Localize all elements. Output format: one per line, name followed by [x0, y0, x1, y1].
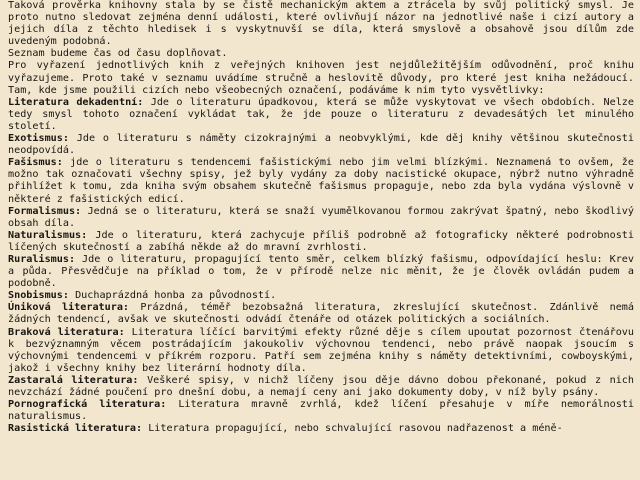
definition-dekadentni [8, 97, 634, 133]
definition-term: Ruralismus: [8, 253, 76, 265]
definition-text: Veškeré spisy, v nichž líčeny jsou děje dávno dobou překonané, pokud z nich nevzchází žádné poučení pro dnešní dobu, a nemají ceny ani jako dokumenty doby, v níž byly psány. [8, 374, 635, 398]
definition-text: Duchaprázdná honba za původností. [68, 290, 277, 302]
definition-ruralismus [8, 254, 634, 290]
intro-explanation: Pro vyřazení jednotlivých knih z veřejných knihoven jest nejdůležitějším odůvodnění, proč knihu vyřazujeme. Proto také v seznamu uvádíme stručně a heslovitě důvody, pro které jest kniha nežádoucí. Tam, kde jsme použili cizích nebo všeobecných označení, podáváme k nim tyto vysvětlivky: [8, 60, 634, 96]
definition-term: Braková literatura: [8, 326, 125, 338]
definition-term: Exotismus: [8, 133, 69, 145]
definition-text: Jde o literaturu, která zachycuje příliš podrobně až fotograficky některé podrobnosti líčených skutečností a zabíhá někde až do mravní zvrhlosti. [8, 229, 634, 253]
definition-pornograficka [8, 399, 634, 423]
definition-text: jde o literaturu s tendencemi fašistickými nebo jim velmi blízkými. Neznamená to ovšem, že možno tak označovati všechny spisy, jež byly vydány za doby nacistické okupace, nýbrž nutno výhradně přihlížet k tomu, zda kniha svým obsahem skutečně fašismus propaguje, nebo zda byla vydána výslovně v některé z fašistických edicí. [8, 157, 634, 205]
definition-text: Prázdná, téměř bezobsažná literatura, zkreslující skutečnost. Zdánlivě nemá žádných tendencí, avšak ve skutečnosti odvádí čtenáře od otázek politických a sociálních. [8, 302, 634, 326]
definition-term: Naturalismus: [8, 229, 88, 241]
intro-note: Seznam budeme čas od času doplňovat. [8, 48, 228, 60]
definition-exotismus [8, 133, 634, 157]
definition-term: Úniková literatura: [8, 302, 130, 314]
intro-paragraph: Taková prověrka knihovny stala by se čistě mechanickým aktem a ztrácela by svůj politický smysl. Je proto nutno sledovat zejména denní události, které ovlivňují názor na jednotlivé naše i cizí autory a jejich díla z těchto hledisek i s vyskytnuvší se díla, která smyslově a obsahově jsou dílům zde uvedeným podobná. [8, 0, 634, 48]
definition-text: Jde o literaturu s náměty cizokrajnými a neobvyklými, kde děj knihy většinou skutečnosti neodpovídá. [8, 133, 634, 157]
definition-text: Literatura propagující, nebo schvalující rasovou nadřazenost a méně- [142, 423, 563, 435]
definition-brakova [8, 327, 634, 375]
definition-unikova [8, 302, 634, 326]
definition-zastarala [8, 375, 634, 399]
definition-term: Formalismus: [8, 205, 82, 217]
definition-text: Jde o literaturu úpadkovou, která se může vyskytovat ve všech obdobích. Nelze tedy smysl tohoto označení vykládat tak, že jde pouze o literaturu z devadesátých let minulého století. [8, 96, 634, 132]
definition-rasisticka [8, 423, 634, 435]
definition-text: Jde o literaturu, propagující tento směr, celkem blízký fašismu, odpovídající heslu: Krev a půda. Přesvědčuje na příklad o tom, že v přírodě nelze nic měnit, že je člověk ovládán pudem a podobně. [8, 253, 634, 290]
definition-term: Rasistická literatura: [8, 423, 143, 435]
definition-formalismus [8, 206, 634, 230]
definition-naturalismus [8, 230, 634, 254]
definition-term: Literatura dekadentní: [8, 96, 144, 108]
definition-term: Zastaralá literatura: [8, 374, 139, 386]
definition-snobismus [8, 290, 634, 302]
definition-text: Literatura mravně zvrhlá, kdež líčení přesahuje v míře nemorálnosti naturalismus. [8, 399, 634, 423]
definition-term: Snobismus: [8, 290, 69, 302]
definition-fasismus [8, 157, 634, 205]
definition-text: Jedná se o literaturu, která se snaží vyumělkovanou formou zakrývat špatný, nebo škodlivý obsah díla. [8, 205, 634, 229]
definition-text: Literatura líčící barvitými efekty různé děje s cílem upoutat pozornost čtenářovu k bezvýznamným věcem postrádajícím jakoukoliv výchovnou tendenci, nebo právě naopak jsoucím s výchovnými tendencemi v příkrém rozporu. Patří sem zejména knihy s náměty detektivními, cowboyskými, jakož i všechny knihy bez literární hodnoty díla. [8, 326, 634, 374]
definition-term: Pornografická literatura: [8, 399, 167, 411]
definition-term: Fašismus: [8, 157, 63, 169]
